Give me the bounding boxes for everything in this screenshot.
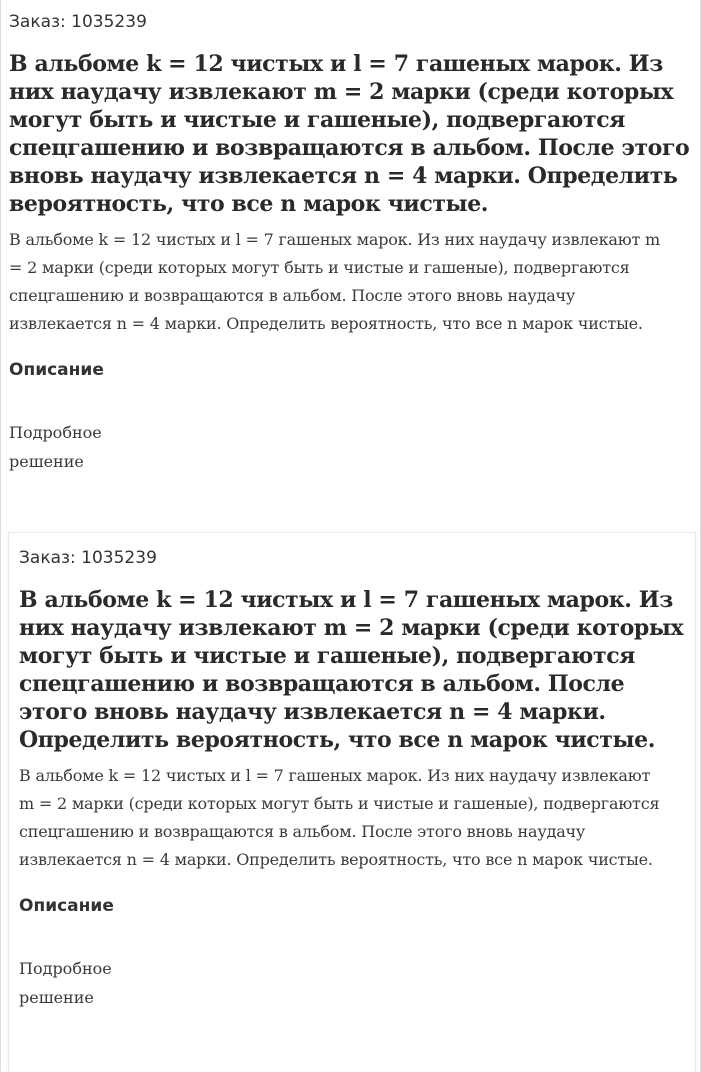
description-heading: Описание: [9, 360, 104, 380]
solution-label: Подробное решение: [19, 959, 112, 1007]
task-text: В альбоме k = 12 чистых и l = 7 гашеных марок. Из них наудачу извлекают m = 2 марки (среди которых могут быть и чистые и гашеные), подвергаются спецгашению и возвращаются в альбом. После этого вновь наудачу извлекается n = 4 марки. Определить вероятность, что все n марок чистые.: [9, 230, 660, 333]
task-title: В альбоме k = 12 чистых и l = 7 гашеных марок. Из них наудачу извлекают m = 2 марки (среди которых могут быть и чистые и гашеные), подвергаются спецгашению и возвращаются в альбом. После этого вновь наудачу извлекается n = 4 марки. Определить вероятность, что все n марок чистые.: [19, 587, 684, 753]
solution-label: Подробное решение: [9, 423, 102, 471]
order-number: Заказ: 1035239: [9, 12, 147, 32]
order-number: Заказ: 1035239: [19, 548, 157, 568]
task-text: В альбоме k = 12 чистых и l = 7 гашеных марок. Из них наудачу извлекают m = 2 марки (среди которых могут быть и чистые и гашеные), подвергаются спецгашению и возвращаются в альбом. После этого вновь наудачу извлекается n = 4 марки. Определить вероятность, что все n марок чистые.: [19, 766, 660, 869]
order-card-1: [0, 0, 701, 476]
task-title: В альбоме k = 12 чистых и l = 7 гашеных марок. Из них наудачу извлекают m = 2 марки (среди которых могут быть и чистые и гашеные), подвергаются спецгашению и возвращаются в альбом. После этого вновь наудачу извлекается n = 4 марки. Определить вероятность, что все n марок чистые.: [9, 51, 690, 217]
order-card-2: [8, 532, 696, 1072]
description-heading: Описание: [19, 896, 114, 916]
